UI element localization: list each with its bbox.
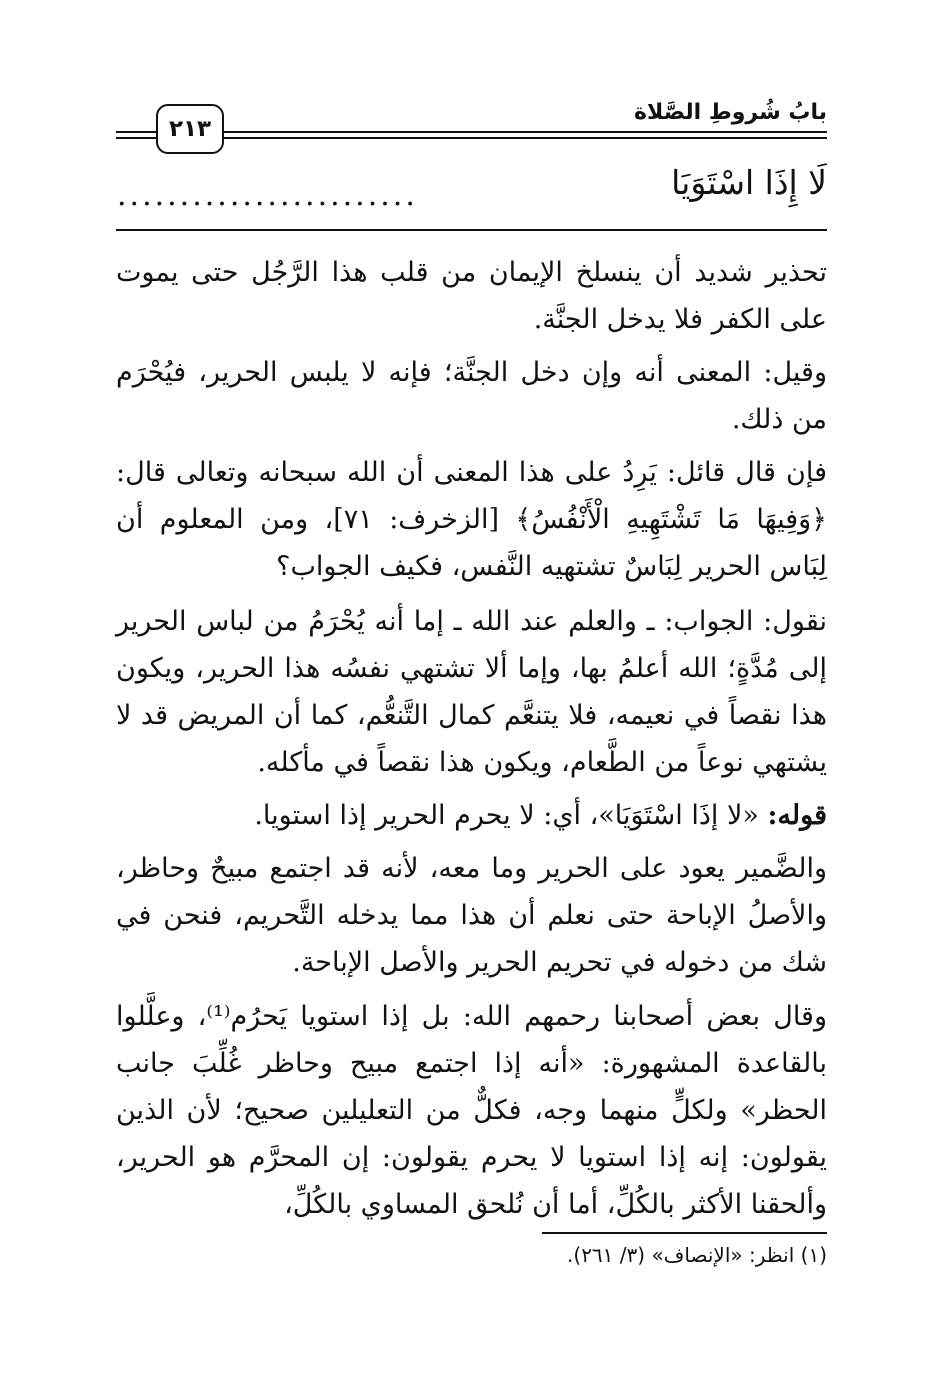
running-header-chapter-title: بابُ شُروطِ الصَّلاة xyxy=(634,100,827,125)
paragraph-5 xyxy=(116,792,827,839)
paragraph-5-text: «لا إذَا اسْتَوَيَا»، أي: لا يحرم الحرير إذا استويا. xyxy=(254,800,759,831)
matn-quote: لَا إِذَا اسْتَوَيَا xyxy=(671,163,827,202)
matn-leader-dots: ........................ xyxy=(117,178,418,213)
footnote: (١) انظر: «الإنصاف» (٣/ ٢٦١). xyxy=(567,1243,827,1267)
paragraph-3: فإن قال قائل: يَرِدُ على هذا المعنى أن الله سبحانه وتعالى قال: ﴿وَفِيهَا مَا تَشْتَهِيهِ الْأَنْفُسُ﴾ [الزخرف: ٧١]، ومن المعلوم أن لِبَاس الحرير لِبَاسٌ تشتهيه النَّفس، فكيف الجواب؟ xyxy=(116,457,827,582)
header-rule-right xyxy=(222,131,827,133)
paragraph-4: نقول: الجواب: ـ والعلم عند الله ـ إما أنه يُحْرَمُ من لباس الحرير إلى مُدَّةٍ؛ الله أعلمُ بها، وإما ألا تشتهي نفسُه هذا الحرير، ويكون هذا نقصاً في نعيمه، فلا يتنعَّم كمال التَّنعُّم، كما أن المريض قد لا يشتهي نوعاً من الطَّعام، ويكون هذا نقصاً في مأكله. xyxy=(116,606,827,778)
paragraph-5-lead: قوله: xyxy=(767,800,827,831)
footnote-divider xyxy=(542,1232,827,1234)
header-rule-left xyxy=(116,131,156,133)
paragraph-7: وقال بعض أصحابنا رحمهم الله: بل إذا استويا يَحرُم⁽¹⁾، وعلَّلوا بالقاعدة المشهورة: «أنه إذا اجتمع مبيح وحاظر غُلِّبَ جانب الحظر» ولكلٍّ منهما وجه، فكلٌّ من التعليلين صحيح؛ لأن الذين يقولون: إنه إذا استويا لا يحرم يقولون: إن المحرَّم هو الحرير، وألحقنا الأكثر بالكُلِّ، أما أن نُلحق المساوي بالكُلِّ، xyxy=(116,1001,828,1220)
header-rule-left-lower xyxy=(116,137,156,139)
matn-divider xyxy=(116,229,827,231)
paragraph-1: تحذير شديد أن ينسلخ الإيمان من قلب هذا الرَّجُل حتى يموت على الكفر فلا يدخل الجنَّة. xyxy=(116,257,827,335)
paragraph-6: والضَّمير يعود على الحرير وما معه، لأنه قد اجتمع مبيحٌ وحاظر، والأصلُ الإباحة حتى نعلم أن هذا مما يدخله التَّحريم، فنحن في شك من دخوله في تحريم الحرير والأصل الإباحة. xyxy=(116,853,827,978)
header-rule-right-lower xyxy=(222,137,827,139)
page-number: ٢١٣ xyxy=(156,104,224,154)
paragraph-2: وقيل: المعنى أنه وإن دخل الجنَّة؛ فإنه لا يلبس الحرير، فيُحْرَم من ذلك. xyxy=(116,357,827,435)
